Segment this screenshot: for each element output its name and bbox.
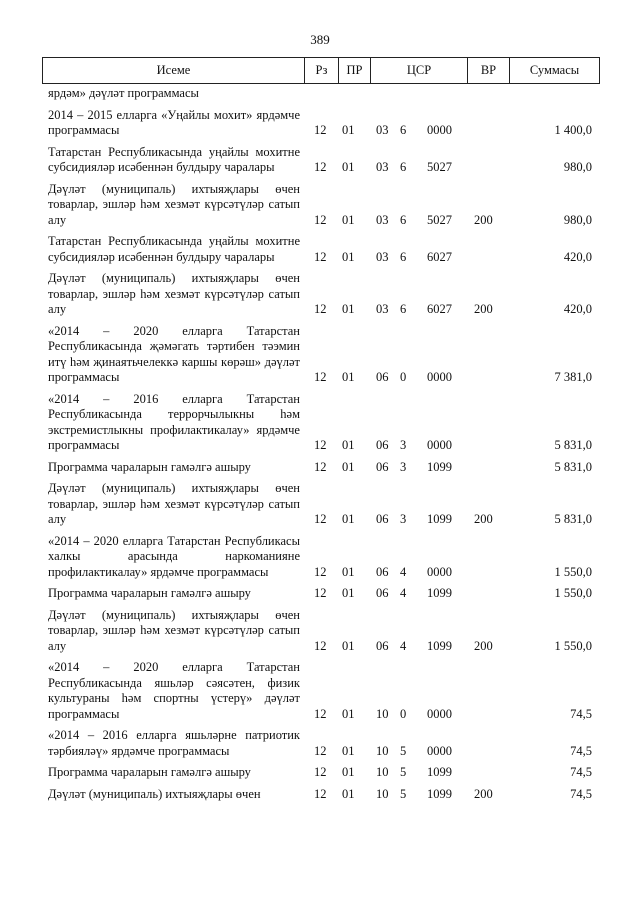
row-name: Дәүләт (муниципаль) ихтыяҗлары өчен товарлар, эшләр һәм хезмәт күрсәтүләр сатып алу	[48, 481, 300, 526]
row-sum: 74,5	[570, 765, 592, 779]
row-s2: 0	[400, 370, 407, 384]
row-s2: 3	[400, 512, 407, 526]
row-s2: 6	[400, 302, 407, 316]
row-name: «2014 – 2016 елларга Татарстан Республикасында террорчылыкны һәм экстремистлыкны профилактикалау» ярдәмче программасы	[48, 391, 300, 452]
row-name: «2014 – 2016 елларга яшьләрне патриотик тәрбияләү» ярдәмче программасы	[48, 728, 300, 758]
row-s3: 6027	[427, 302, 452, 316]
row-sum: 1 400,0	[554, 123, 592, 137]
row-pr: 01	[342, 638, 355, 653]
row-s1: 06	[376, 438, 389, 452]
row-pr: 01	[342, 765, 355, 779]
table-row	[0, 271, 640, 318]
row-rz: 12	[314, 765, 327, 779]
row-s2: 6	[400, 212, 407, 227]
row-name: «2014 – 2020 елларга Татарстан Республикасында яшьләр сәясәтен, физик культураны һәм спортны үстерү» дәүләт программасы	[48, 660, 300, 721]
row-name: Программа чараларын гамәлгә ашыру	[48, 765, 251, 779]
row-s1: 03	[376, 123, 389, 137]
table-row	[0, 765, 640, 781]
row-s3: 1099	[427, 765, 452, 779]
row-pr: 01	[342, 302, 355, 316]
row-pr: 01	[342, 212, 355, 227]
table-row	[0, 787, 640, 803]
row-s3: 0000	[427, 564, 452, 579]
row-name: Программа чараларын гамәлгә ашыру	[48, 586, 251, 600]
table-row	[0, 534, 640, 581]
row-s2: 3	[400, 459, 407, 474]
row-rz: 12	[314, 459, 327, 474]
row-s2: 6	[400, 249, 407, 264]
row-s3: 1099	[427, 638, 452, 653]
row-s3: 0000	[427, 706, 452, 721]
row-pr: 01	[342, 370, 355, 384]
row-vr: 200	[474, 302, 493, 316]
table-row	[0, 728, 640, 759]
row-s3: 0000	[427, 438, 452, 452]
row-rz: 12	[314, 160, 327, 174]
row-s3: 0000	[427, 370, 452, 384]
row-s3: 1099	[427, 512, 452, 526]
table-row	[0, 108, 640, 139]
row-pr: 01	[342, 706, 355, 721]
row-sum: 74,5	[570, 786, 592, 801]
row-name: ярдәм» дәүләт программасы	[48, 86, 199, 100]
row-pr: 01	[342, 459, 355, 474]
row-pr: 01	[342, 743, 355, 758]
row-s3: 1099	[427, 786, 452, 801]
row-rz: 12	[314, 786, 327, 801]
row-s2: 4	[400, 564, 407, 579]
table-row	[0, 182, 640, 229]
row-s2: 6	[400, 123, 407, 137]
row-s1: 06	[376, 512, 389, 526]
table-header	[42, 57, 600, 84]
row-s1: 06	[376, 459, 389, 474]
page-number: 389	[310, 32, 330, 47]
row-s1: 10	[376, 706, 389, 721]
row-name: Татарстан Республикасында уңайлы мохитне субсидияләр исәбеннән булдыру чаралары	[48, 234, 300, 264]
row-sum: 980,0	[563, 160, 592, 174]
row-s2: 4	[400, 638, 407, 653]
table-row	[0, 145, 640, 176]
row-name: «2014 – 2020 елларга Татарстан Республикасы халкы арасында наркоманияне профилактикалау» ярдәмче программасы	[48, 533, 300, 579]
row-pr: 01	[342, 786, 355, 801]
row-rz: 12	[314, 249, 327, 264]
row-vr: 200	[474, 786, 493, 801]
row-rz: 12	[314, 302, 327, 316]
table-row	[0, 392, 640, 454]
row-s3: 1099	[427, 586, 452, 600]
row-sum: 1 550,0	[554, 564, 592, 579]
header-sum: Суммасы	[529, 63, 580, 77]
row-sum: 5 831,0	[554, 512, 592, 526]
row-s1: 10	[376, 743, 389, 758]
row-s3: 6027	[427, 249, 452, 264]
row-sum: 7 381,0	[554, 370, 592, 384]
row-name: 2014 – 2015 елларга «Уңайлы мохит» ярдәмче программасы	[48, 107, 300, 137]
row-s3: 0000	[427, 743, 452, 758]
row-pr: 01	[342, 249, 355, 264]
row-sum: 1 550,0	[554, 638, 592, 653]
row-sum: 74,5	[570, 706, 592, 721]
row-rz: 12	[314, 564, 327, 579]
row-s3: 1099	[427, 459, 452, 474]
table-row	[0, 86, 640, 102]
row-s1: 10	[376, 786, 389, 801]
row-s1: 03	[376, 302, 389, 316]
row-rz: 12	[314, 212, 327, 227]
row-pr: 01	[342, 160, 355, 174]
header-rz: Рз	[305, 58, 339, 83]
row-name: Дәүләт (муниципаль) ихтыяҗлары өчен	[48, 786, 261, 801]
row-s3: 5027	[427, 160, 452, 174]
row-s2: 5	[400, 786, 407, 801]
row-rz: 12	[314, 438, 327, 452]
header-pr: ПР	[339, 58, 371, 83]
row-s3: 0000	[427, 123, 452, 137]
row-pr: 01	[342, 512, 355, 526]
row-name: Татарстан Республикасында уңайлы мохитне субсидияләр исәбеннән булдыру чаралары	[48, 144, 300, 174]
row-pr: 01	[342, 564, 355, 579]
row-vr: 200	[474, 212, 493, 227]
row-s2: 5	[400, 743, 407, 758]
row-rz: 12	[314, 706, 327, 721]
row-s1: 10	[376, 765, 389, 779]
row-name: Программа чараларын гамәлгә ашыру	[48, 459, 251, 474]
table-row	[0, 234, 640, 265]
row-s2: 3	[400, 438, 407, 452]
row-rz: 12	[314, 638, 327, 653]
row-s2: 5	[400, 765, 407, 779]
row-s1: 06	[376, 638, 389, 653]
row-sum: 5 831,0	[554, 459, 592, 474]
row-rz: 12	[314, 370, 327, 384]
table-body	[0, 86, 640, 802]
table-row	[0, 608, 640, 655]
row-s1: 03	[376, 249, 389, 264]
row-sum: 420,0	[563, 302, 592, 316]
row-name: Дәүләт (муниципаль) ихтыяҗлары өчен товарлар, эшләр һәм хезмәт күрсәтүләр сатып алу	[48, 607, 300, 653]
table-row	[0, 481, 640, 528]
row-s1: 06	[376, 370, 389, 384]
row-vr: 200	[474, 638, 493, 653]
table-row	[0, 460, 640, 476]
table-row	[0, 324, 640, 386]
row-pr: 01	[342, 123, 355, 137]
header-vr: ВР	[468, 58, 510, 83]
row-s1: 03	[376, 212, 389, 227]
row-sum: 74,5	[570, 743, 592, 758]
row-rz: 12	[314, 743, 327, 758]
row-rz: 12	[314, 586, 327, 600]
row-rz: 12	[314, 512, 327, 526]
row-name: Дәүләт (муниципаль) ихтыяҗлары өчен товарлар, эшләр һәм хезмәт күрсәтүләр сатып алу	[48, 271, 300, 316]
row-sum: 420,0	[563, 249, 592, 264]
header-name: Исеме	[43, 58, 305, 83]
row-pr: 01	[342, 586, 355, 600]
row-pr: 01	[342, 438, 355, 452]
table-row	[0, 660, 640, 722]
table-row	[0, 586, 640, 602]
row-name: «2014 – 2020 елларга Татарстан Республикасында җәмәгать тәртибен тәэмин итү һәм җинаятьчелеккә каршы көрәш» дәүләт программасы	[48, 323, 300, 384]
row-s2: 6	[400, 160, 407, 174]
row-sum: 1 550,0	[554, 586, 592, 600]
row-rz: 12	[314, 123, 327, 137]
row-s2: 0	[400, 706, 407, 721]
row-name: Дәүләт (муниципаль) ихтыяҗлары өчен товарлар, эшләр һәм хезмәт күрсәтүләр сатып алу	[48, 181, 300, 227]
row-s2: 4	[400, 586, 407, 600]
header-csr: ЦСР	[371, 58, 468, 83]
row-vr: 200	[474, 512, 493, 526]
row-sum: 5 831,0	[554, 438, 592, 452]
row-s1: 06	[376, 564, 389, 579]
row-s1: 06	[376, 586, 389, 600]
row-s3: 5027	[427, 212, 452, 227]
row-sum: 980,0	[563, 212, 592, 227]
row-s1: 03	[376, 160, 389, 174]
